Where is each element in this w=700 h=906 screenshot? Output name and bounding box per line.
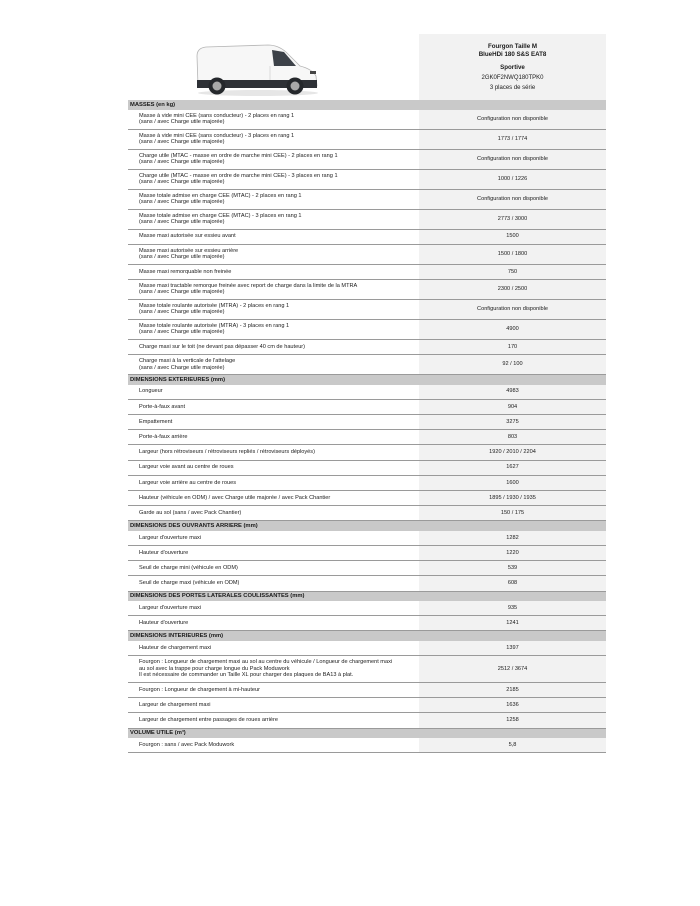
spec-label-line: Il est nécessaire de commander un Taille XL pour charger des plaques de BA13 à plat. — [139, 672, 354, 679]
spec-row — [128, 339, 606, 354]
spec-value: 2300 / 2500 — [419, 279, 606, 299]
spec-value: 92 / 100 — [419, 355, 606, 375]
spec-row — [128, 264, 606, 279]
spec-sheet — [128, 34, 606, 753]
spec-label-line: Fourgon : Longueur de chargement à mi-hauteur — [139, 686, 260, 693]
spec-label-line: Seuil de charge mini (véhicule en ODM) — [139, 565, 238, 572]
spec-label — [128, 656, 419, 683]
spec-label-line: (sans / avec Charge utile majorée) — [139, 119, 225, 125]
spec-label-line: Porte-à-faux arrière — [139, 434, 188, 441]
spec-row — [128, 601, 606, 616]
spec-value: 1241 — [419, 616, 606, 631]
spec-label-line: Porte-à-faux avant — [139, 403, 186, 410]
spec-label-line: Masse totale roulante autorisée (MTRA) - 3 places en rang 1 — [139, 322, 290, 329]
model-line1: Fourgon Taille M — [487, 43, 538, 50]
spec-row — [128, 531, 606, 546]
spec-value: 608 — [419, 576, 606, 591]
spec-label — [128, 319, 419, 339]
spec-row — [128, 299, 606, 319]
spec-label — [128, 299, 419, 319]
section-title: DIMENSIONS EXTERIEURES (mm) — [128, 375, 606, 385]
spec-value: 750 — [419, 264, 606, 279]
spec-label-line: Largeur de chargement entre passages de roues arrière — [139, 717, 278, 724]
spec-row — [128, 561, 606, 576]
spec-value: 5,8 — [419, 738, 606, 753]
spec-label-line: Largeur de chargement maxi — [139, 702, 211, 709]
spec-label-line: (sans / avec Charge utile majorée) — [139, 309, 225, 316]
spec-label-line: Hauteur de chargement maxi — [139, 644, 212, 651]
spec-value: 1895 / 1930 / 1935 — [419, 490, 606, 505]
version-code: 2GK0F2NWQ180TPK0 — [481, 74, 544, 81]
spec-label — [128, 601, 419, 616]
spec-value: 1636 — [419, 698, 606, 713]
spec-label — [128, 683, 419, 698]
section-header — [128, 100, 606, 110]
spec-value: 2512 / 3674 — [419, 656, 606, 683]
spec-label — [128, 698, 419, 713]
spec-label-line: Charge utile (MTAC - masse en ordre de marche mini CEE) - 3 places en rang 1 — [139, 172, 338, 179]
spec-label-line: (sans / avec Charge utile majorée) — [139, 329, 225, 336]
spec-label-line: Largeur d'ouverture maxi — [139, 604, 202, 611]
spec-label-line: Longueur — [139, 388, 163, 395]
section-header — [128, 375, 606, 385]
spec-value: 1000 / 1226 — [419, 169, 606, 189]
section-title: DIMENSIONS INTERIEURES (mm) — [128, 631, 606, 641]
spec-label-line: Empattement — [139, 418, 173, 425]
spec-label — [128, 475, 419, 490]
spec-row — [128, 149, 606, 169]
spec-row — [128, 399, 606, 414]
spec-label — [128, 385, 419, 400]
spec-row — [128, 319, 606, 339]
spec-row — [128, 656, 606, 683]
spec-row — [128, 683, 606, 698]
spec-label-line: Masse à vide mini CEE (sans conducteur) - 3 places en rang 1 — [139, 132, 295, 139]
spec-row — [128, 475, 606, 490]
spec-row — [128, 229, 606, 244]
spec-row — [128, 189, 606, 209]
spec-value: 1282 — [419, 531, 606, 546]
section-header — [128, 591, 606, 601]
spec-value: 904 — [419, 399, 606, 414]
spec-label-line: (sans / avec Charge utile majorée) — [139, 139, 225, 145]
spec-label-line: Masse totale admise en charge CEE (MTAC) - 2 places en rang 1 — [139, 192, 302, 199]
spec-row — [128, 506, 606, 521]
spec-label-line: au sol avec la trappe pour charge longue du Pack Moduwork — [139, 665, 290, 672]
spec-label-line: Hauteur d'ouverture — [139, 549, 189, 556]
section-title: VOLUME UTILE (m³) — [128, 728, 606, 738]
section-title: DIMENSIONS DES OUVRANTS ARRIERE (mm) — [128, 521, 606, 531]
spec-value: 1220 — [419, 545, 606, 560]
spec-label-line: Garde au sol (sans / avec Pack Chantier) — [139, 509, 242, 516]
spec-label — [128, 209, 419, 229]
spec-label-line: (sans / avec Charge utile majorée) — [139, 254, 225, 261]
spec-row — [128, 209, 606, 229]
spec-label — [128, 264, 419, 279]
spec-value: 1397 — [419, 641, 606, 656]
spec-row — [128, 385, 606, 400]
spec-label — [128, 339, 419, 354]
spec-value: 3275 — [419, 414, 606, 429]
vehicle-image-area — [128, 34, 419, 100]
section-header — [128, 728, 606, 738]
van-image — [192, 36, 324, 98]
spec-label — [128, 355, 419, 375]
seats-label: 3 places de série — [489, 85, 536, 91]
spec-label-line: (sans / avec Charge utile majorée) — [139, 159, 225, 165]
spec-row — [128, 576, 606, 591]
spec-label-line: Masse maxi tractable remorque freinée avec report de charge dans la limite de la MTRA — [139, 282, 358, 289]
spec-label-line: Hauteur (véhicule en ODM) / avec Charge utile majorée / avec Pack Chantier — [139, 494, 331, 501]
spec-value: 1920 / 2010 / 2204 — [419, 445, 606, 460]
spec-value: 1500 / 1800 — [419, 244, 606, 264]
spec-value: 4983 — [419, 385, 606, 400]
trim-label: Sportive — [500, 64, 525, 71]
spec-label-line: Seuil de charge maxi (véhicule en ODM) — [139, 580, 240, 587]
spec-value: 1258 — [419, 713, 606, 728]
spec-value: 1600 — [419, 475, 606, 490]
spec-row — [128, 616, 606, 631]
model-line2: BlueHDi 180 S&S EAT8 — [478, 50, 547, 58]
spec-label — [128, 576, 419, 591]
spec-label-line: (sans / avec Charge utile majorée) — [139, 179, 225, 185]
spec-value: Configuration non disponible — [419, 149, 606, 169]
spec-label — [128, 110, 419, 130]
spec-label-line: Largeur (hors rétroviseurs / rétroviseurs repliés / rétroviseurs déployés) — [139, 449, 315, 456]
spec-label — [128, 414, 419, 429]
spec-label — [128, 545, 419, 560]
section-header — [128, 631, 606, 641]
spec-label-line: Masse maxi autorisée sur essieu avant — [139, 233, 236, 240]
spec-label-line: Fourgon : sans / avec Pack Moduwork — [139, 742, 235, 749]
spec-label-line: Masse à vide mini CEE (sans conducteur) - 2 places en rang 1 — [139, 112, 295, 119]
spec-label — [128, 399, 419, 414]
spec-label — [128, 149, 419, 169]
section-title: DIMENSIONS DES PORTES LATERALES COULISSANTES (mm) — [128, 591, 606, 601]
spec-label — [128, 169, 419, 189]
spec-label-line: Charge utile (MTAC - masse en ordre de marche mini CEE) - 2 places en rang 1 — [139, 152, 338, 159]
spec-row — [128, 129, 606, 149]
spec-row — [128, 460, 606, 475]
spec-row — [128, 545, 606, 560]
spec-label-line: (sans / avec Charge utile majorée) — [139, 219, 225, 225]
spec-row — [128, 414, 606, 429]
spec-label — [128, 279, 419, 299]
section-title: MASSES (en kg) — [128, 100, 606, 110]
spec-label-line: (sans / avec Charge utile majorée) — [139, 364, 225, 371]
spec-row — [128, 110, 606, 130]
spec-label-line: Largeur d'ouverture maxi — [139, 534, 202, 541]
spec-label — [128, 506, 419, 521]
spec-label — [128, 460, 419, 475]
spec-label — [128, 713, 419, 728]
spec-label-line: Masse totale admise en charge CEE (MTAC) - 3 places en rang 1 — [139, 212, 302, 219]
spec-label — [128, 641, 419, 656]
spec-label-line: (sans / avec Charge utile majorée) — [139, 289, 225, 296]
spec-label — [128, 445, 419, 460]
spec-header — [128, 34, 606, 100]
spec-row — [128, 738, 606, 753]
spec-table — [128, 100, 606, 753]
spec-value: Configuration non disponible — [419, 299, 606, 319]
spec-value: 2773 / 3000 — [419, 209, 606, 229]
spec-label — [128, 430, 419, 445]
spec-row — [128, 279, 606, 299]
spec-row — [128, 169, 606, 189]
spec-row — [128, 490, 606, 505]
spec-label-line: Largeur voie arrière au centre de roues — [139, 479, 237, 486]
spec-row — [128, 244, 606, 264]
spec-value: 935 — [419, 601, 606, 616]
spec-value: 1627 — [419, 460, 606, 475]
spec-row — [128, 713, 606, 728]
spec-value: 539 — [419, 561, 606, 576]
spec-label — [128, 244, 419, 264]
spec-value: 2185 — [419, 683, 606, 698]
spec-value: Configuration non disponible — [419, 110, 606, 130]
spec-value: Configuration non disponible — [419, 189, 606, 209]
spec-label — [128, 490, 419, 505]
spec-row — [128, 445, 606, 460]
spec-value: 150 / 175 — [419, 506, 606, 521]
spec-label — [128, 189, 419, 209]
spec-label-line: Charge maxi à la verticale de l'attelage — [139, 358, 236, 365]
spec-label-line: Masse maxi remorquable non freinée — [139, 268, 232, 275]
spec-row — [128, 698, 606, 713]
spec-label-line: Masse totale roulante autorisée (MTRA) - 2 places en rang 1 — [139, 302, 290, 309]
spec-value: 170 — [419, 339, 606, 354]
spec-row — [128, 430, 606, 445]
spec-label-line: Fourgon : Longueur de chargement maxi au sol au centre du véhicule / Longueur de chargement maxi — [139, 659, 393, 666]
version-header — [419, 34, 606, 100]
spec-label — [128, 229, 419, 244]
spec-row — [128, 355, 606, 375]
spec-label-line: Largeur voie avant au centre de roues — [139, 464, 234, 471]
spec-label — [128, 531, 419, 546]
spec-label-line: Charge maxi sur le toit (ne devant pas dépasser 40 cm de hauteur) — [139, 343, 306, 350]
spec-label — [128, 616, 419, 631]
spec-value: 4900 — [419, 319, 606, 339]
spec-label — [128, 129, 419, 149]
spec-value: 1500 — [419, 229, 606, 244]
spec-label — [128, 738, 419, 753]
spec-label — [128, 561, 419, 576]
spec-value: 803 — [419, 430, 606, 445]
spec-label-line: Hauteur d'ouverture — [139, 620, 189, 627]
spec-value: 1773 / 1774 — [419, 129, 606, 149]
spec-label-line: Masse maxi autorisée sur essieu arrière — [139, 247, 239, 254]
spec-row — [128, 641, 606, 656]
spec-label-line: (sans / avec Charge utile majorée) — [139, 199, 225, 205]
section-header — [128, 521, 606, 531]
